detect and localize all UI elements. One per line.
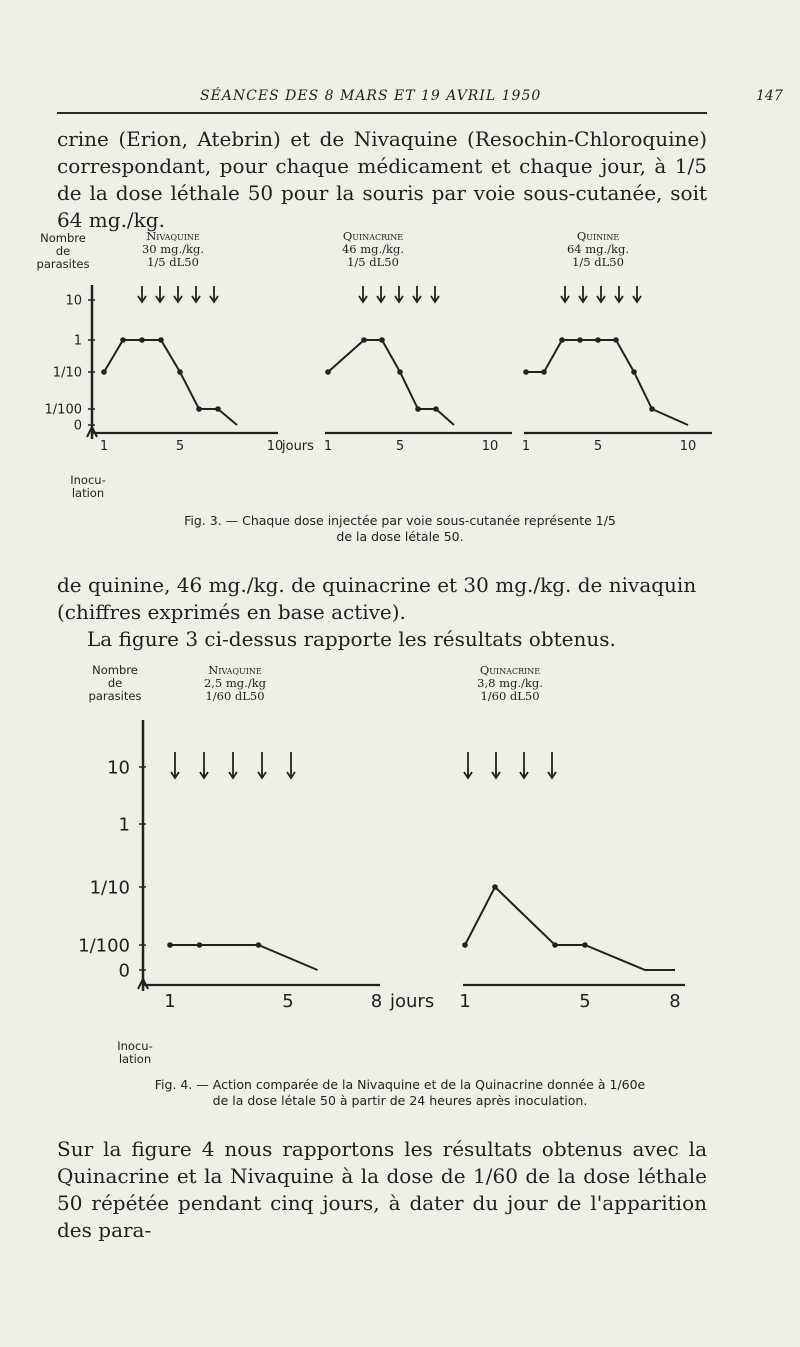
fig3-ylabel-line: de (55, 244, 71, 258)
x-tick-label: 1 (99, 439, 109, 454)
dose-arrow (229, 752, 237, 778)
x-tick-label: 1 (459, 991, 471, 1012)
fig4-dose-ld: 1/60 dL50 (480, 689, 540, 703)
fig3-drug-name: Nivaquine (146, 229, 200, 243)
x-tick-label: 5 (593, 439, 603, 454)
x-tick-label: 1 (164, 991, 176, 1012)
fig3-dose-ld: 1/5 dL50 (147, 255, 199, 269)
fig4-caption-line: de la dose létale 50 à partir de 24 heures après inoculation. (212, 1093, 588, 1108)
fig4-caption-line: Fig. 4. — Action comparée de la Nivaquine et de la Quinacrine donnée à 1/60e (154, 1077, 646, 1092)
x-tick-label: 5 (282, 991, 294, 1012)
data-point (492, 884, 498, 890)
paragraph-3: Sur la figure 4 nous rapportons les résultats obtenus avec la Quinacrine et la Nivaquine à la dose de 1/60 de la dose léthale 50 répétée pendant cinq jours, à dater du jour de l'apparition des para- (57, 1137, 707, 1242)
data-point (462, 942, 468, 948)
dose-arrow (520, 752, 528, 778)
fig3-drug-name: Quinacrine (342, 229, 404, 243)
dose-arrow (548, 752, 556, 778)
x-tick-label: 8 (370, 991, 383, 1012)
x-tick-label: 10 (481, 439, 499, 454)
fig4-drug-name: Nivaquine (208, 663, 262, 677)
fig4-dose: 2,5 mg./kg (203, 676, 267, 690)
dose-arrow (492, 752, 500, 778)
paragraph-2-line: La figure 3 ci-dessus rapporte les résultats obtenus. (87, 627, 616, 651)
y-tick-label: 0 (73, 418, 82, 434)
data-point (256, 942, 262, 948)
y-tick-label: 1 (73, 333, 82, 349)
x-tick-label: 5 (579, 991, 591, 1012)
fig3-ylabel-line: Nombre (40, 231, 86, 245)
fig3-drug-name: Quinine (576, 229, 620, 243)
dose-arrow (258, 752, 266, 778)
series-line (170, 945, 318, 970)
fig4-ylabel-line: parasites (88, 689, 142, 703)
fig4-inoculation-line: Inocu- (117, 1039, 153, 1053)
paragraph-2-line: de quinine, 46 mg./kg. de quinacrine et 30 mg./kg. de nivaquin (57, 573, 697, 597)
data-point (582, 942, 588, 948)
paragraph-1: crine (Erion, Atebrin) et de Nivaquine (Resochin-Chloroquine) correspondant, pour chaque médicament et chaque jour, à 1/5 de la dose léthale 50 pour la souris par voie sous-cutanée, soit 64 mg./kg. (57, 127, 707, 232)
fig4-inoculation-label (105, 1040, 165, 1066)
x-axis-label: jours (282, 439, 314, 454)
y-tick-label: 10 (65, 293, 82, 309)
fig3-inoculation-line: Inocu- (70, 473, 106, 487)
series-line (465, 887, 675, 970)
x-tick-label: 10 (266, 439, 284, 454)
fig3-dose-ld: 1/5 dL50 (347, 255, 399, 269)
fig3-dose: 46 mg./kg. (341, 242, 405, 256)
data-point (197, 942, 203, 948)
y-tick-label: 1/10 (52, 365, 82, 381)
x-tick-label: 5 (395, 439, 405, 454)
y-tick-label: 1/100 (44, 402, 82, 418)
dose-arrow (287, 752, 295, 778)
fig3-ylabel-line: parasites (36, 257, 90, 271)
x-tick-label: 1 (521, 439, 531, 454)
y-tick-label: 10 (107, 757, 130, 779)
x-tick-label: 8 (669, 991, 681, 1012)
y-tick-label: 1/10 (89, 877, 130, 899)
fig3-inoculation-line: lation (71, 486, 105, 500)
fig3-dose-ld: 1/5 dL50 (572, 255, 624, 269)
x-tick-label: 10 (679, 439, 697, 454)
running-title: SÉANCES DES 8 MARS ET 19 AVRIL 1950 (200, 88, 542, 104)
data-point (167, 942, 173, 948)
fig4-inoculation-line: lation (118, 1052, 152, 1066)
y-tick-label: 1 (118, 814, 130, 836)
dose-arrow (200, 752, 208, 778)
fig3-caption-line: de la dose létale 50. (336, 529, 464, 544)
fig4-dose-ld: 1/60 dL50 (205, 689, 265, 703)
fig3-dose: 64 mg./kg. (566, 242, 630, 256)
fig4-caption (60, 1077, 740, 1109)
x-axis-label: jours (390, 991, 435, 1012)
page-number: 147 (756, 88, 783, 104)
fig3-dose: 30 mg./kg. (141, 242, 205, 256)
data-point (552, 942, 558, 948)
y-tick-label: 0 (118, 960, 130, 982)
dose-arrow (464, 752, 472, 778)
dose-arrow (171, 752, 179, 778)
paragraph-2-line: (chiffres exprimés en base active). (57, 600, 406, 624)
fig4-drug-name: Quinacrine (479, 663, 541, 677)
fig3-caption-line: Fig. 3. — Chaque dose injectée par voie sous-cutanée représente 1/5 (184, 513, 616, 528)
y-tick-label: 1/100 (78, 935, 130, 957)
fig4-ylabel-line: Nombre (92, 663, 138, 677)
x-tick-label: 1 (323, 439, 333, 454)
fig4-dose: 3,8 mg./kg. (477, 676, 543, 690)
fig4-ylabel-line: de (107, 676, 123, 690)
x-tick-label: 5 (175, 439, 185, 454)
